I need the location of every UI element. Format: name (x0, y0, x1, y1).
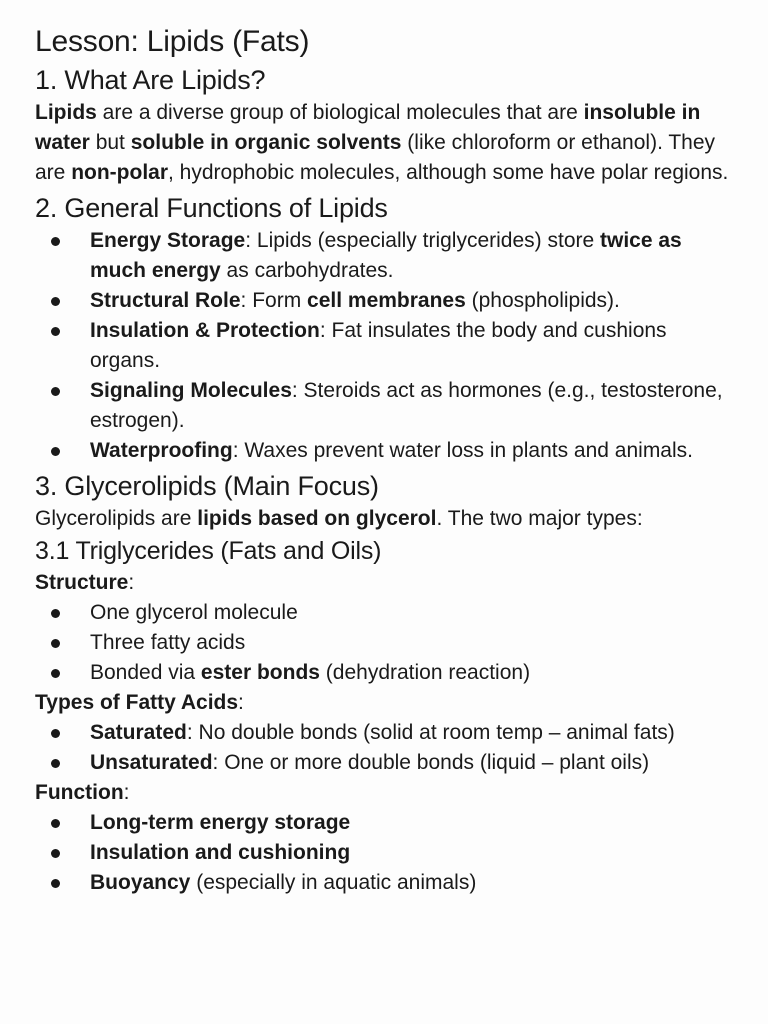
bold-text: Energy Storage (90, 229, 246, 252)
text-run: (especially in aquatic animals) (190, 871, 477, 894)
text-run: Glycerolipids are (35, 507, 198, 530)
section-1-heading: 1. What Are Lipids? (35, 65, 266, 95)
bold-text: ester bonds (200, 661, 320, 684)
bold-text: Buoyancy (90, 871, 191, 894)
text-run: as carbohydrates. (220, 259, 394, 282)
text-run: , hydrophobic molecules, although some have polar regions. (168, 161, 729, 184)
list-item (35, 838, 735, 868)
list-item (35, 718, 735, 748)
bullet-icon (51, 639, 60, 648)
text-run: : (123, 781, 130, 804)
types-label (35, 688, 735, 718)
section-3-paragraph (35, 504, 735, 534)
bullet-icon (51, 879, 60, 888)
bold-text: Insulation and cushioning (90, 841, 351, 864)
bold-text: Lipids (35, 101, 97, 124)
bold-text: Unsaturated (90, 751, 213, 774)
lesson-title: Lesson: Lipids (Fats) (35, 25, 310, 58)
list-item (35, 436, 735, 466)
text-run: (like chloroform or ethanol). They are (35, 131, 716, 184)
bullet-icon (51, 609, 60, 618)
bold-text: Signaling Molecules (90, 379, 292, 402)
bold-text: Saturated (90, 721, 187, 744)
list-item (35, 598, 735, 628)
bullet-icon (51, 387, 60, 396)
bold-text: Waterproofing (90, 439, 233, 462)
text-run: : (238, 691, 244, 714)
bold-text: twice as much energy (90, 229, 682, 282)
text-run: : Steroids act as hormones (e.g., testosterone, estrogen). (90, 379, 723, 432)
bold-text: insoluble in water (35, 101, 701, 154)
text-run: are a diverse group of biological molecules that are (96, 101, 584, 124)
list-item (35, 376, 735, 436)
bold-text: Types of Fatty Acids (35, 691, 239, 714)
bullet-icon (51, 327, 60, 336)
bold-text: non-polar (71, 161, 169, 184)
bold-text: soluble in organic solvents (130, 131, 402, 154)
list-item (35, 808, 735, 838)
text-run: : One or more double bonds (liquid – plant oils) (212, 751, 650, 774)
bullet-icon (51, 237, 60, 246)
text-run: (phospholipids). (465, 289, 620, 312)
text-run: : Waxes prevent water loss in plants and animals. (232, 439, 693, 462)
types-list (35, 718, 735, 778)
section-3-1-heading: 3.1 Triglycerides (Fats and Oils) (35, 537, 382, 565)
list-item (35, 286, 735, 316)
list-item (35, 316, 735, 376)
bold-text: Long-term energy storage (90, 811, 351, 834)
list-item (35, 748, 735, 778)
bullet-icon (51, 669, 60, 678)
text-run: : (128, 571, 135, 594)
list-item (35, 868, 735, 898)
function-list (35, 808, 735, 898)
text-run: Three fatty acids (90, 631, 246, 654)
bullet-icon (51, 297, 60, 306)
list-item (35, 226, 735, 286)
text-run: One glycerol molecule (90, 601, 298, 624)
text-run: (dehydration reaction) (319, 661, 531, 684)
bullet-icon (51, 849, 60, 858)
bullet-icon (51, 819, 60, 828)
functions-list (35, 226, 735, 466)
bold-text: Structure (35, 571, 129, 594)
bold-text: lipids based on glycerol (197, 507, 437, 530)
text-run: : Form (240, 289, 308, 312)
text-run: but (89, 131, 131, 154)
function-label (35, 778, 735, 808)
text-run: . The two major types: (436, 507, 643, 530)
bold-text: Structural Role (90, 289, 241, 312)
bold-text: cell membranes (307, 289, 466, 312)
bold-text: Insulation & Protection (90, 319, 320, 342)
bullet-icon (51, 729, 60, 738)
list-item (35, 658, 735, 688)
text-run: : Fat insulates the body and cushions organs. (90, 319, 667, 372)
bullet-icon (51, 447, 60, 456)
structure-label (35, 568, 735, 598)
section-1-paragraph (35, 98, 735, 188)
section-3-heading: 3. Glycerolipids (Main Focus) (35, 471, 379, 501)
text-run: : Lipids (especially triglycerides) store (245, 229, 601, 252)
section-2-heading: 2. General Functions of Lipids (35, 193, 388, 223)
text-run: Bonded via (90, 661, 201, 684)
list-item (35, 628, 735, 658)
structure-list (35, 598, 735, 688)
bullet-icon (51, 759, 60, 768)
bold-text: Function (35, 781, 124, 804)
text-run: : No double bonds (solid at room temp – animal fats) (186, 721, 675, 744)
